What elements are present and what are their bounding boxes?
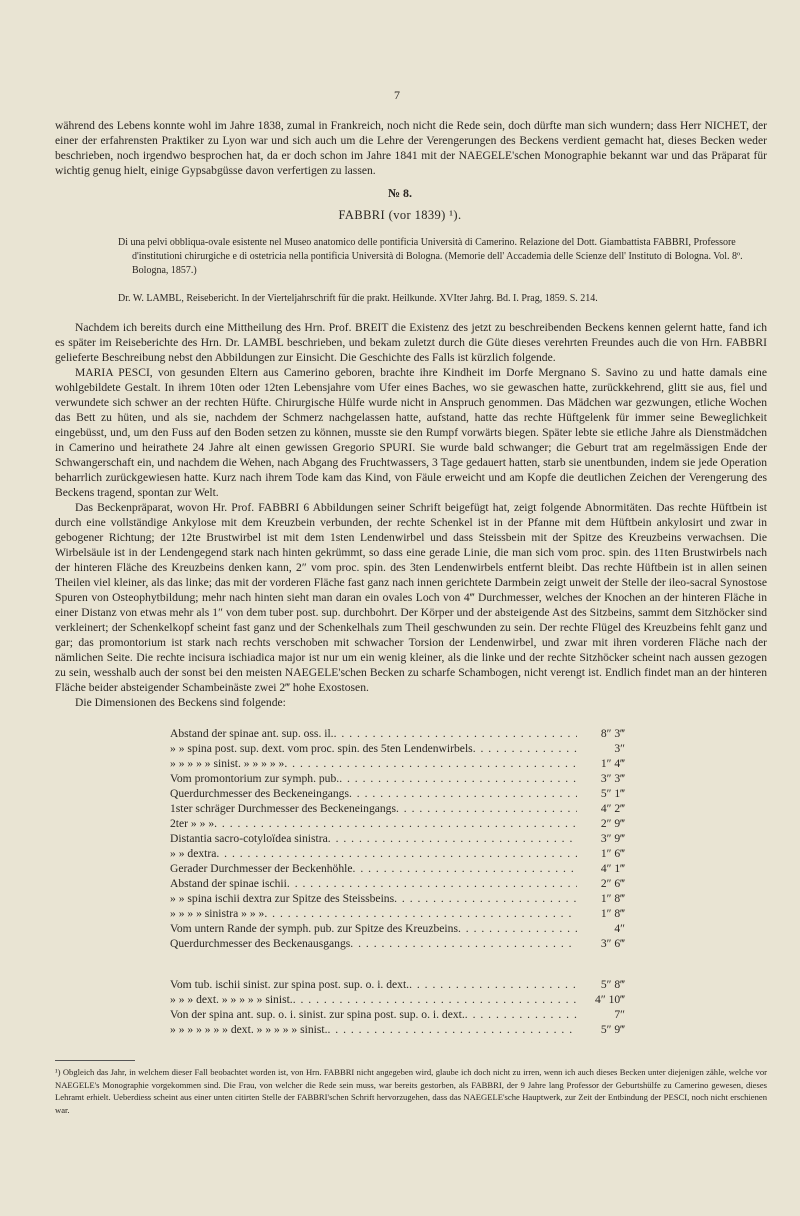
dimension-value: 3″ 9‴ bbox=[600, 832, 625, 845]
dot-leader bbox=[328, 831, 577, 846]
dimension-label: Gerader Durchmesser der Beckenhöhle bbox=[170, 862, 353, 875]
dimension-value: 2″ 6‴ bbox=[600, 877, 625, 890]
dimension-row bbox=[170, 756, 625, 771]
dimension-value: 4″ 1‴ bbox=[600, 862, 625, 875]
dot-leader bbox=[353, 861, 577, 876]
dimension-row bbox=[170, 876, 625, 891]
dimension-label: Abstand der spinae ant. sup. oss. il. bbox=[170, 727, 334, 740]
dot-leader bbox=[465, 1007, 577, 1022]
dot-leader bbox=[409, 977, 577, 992]
dot-leader bbox=[473, 741, 577, 756]
intro-paragraph-block bbox=[55, 118, 767, 178]
dimension-value: 7″ bbox=[614, 1008, 625, 1021]
dot-leader bbox=[287, 876, 577, 891]
dimension-row bbox=[170, 741, 625, 756]
footnote-rule bbox=[55, 1060, 135, 1061]
dot-leader bbox=[349, 786, 577, 801]
dimension-value: 1″ 8‴ bbox=[600, 907, 625, 920]
dimensions-table-2 bbox=[170, 977, 625, 1037]
dimension-row bbox=[170, 1022, 625, 1037]
dimension-label: » » spina ischii dextra zur Spitze des Steissbeins bbox=[170, 892, 395, 905]
dimension-label: » » » » sinistra » » » bbox=[170, 907, 265, 920]
dimension-row bbox=[170, 906, 625, 921]
dimension-value: 5″ 9‴ bbox=[600, 1023, 625, 1036]
dot-leader bbox=[396, 801, 577, 816]
dimension-label: 1ster schräger Durchmesser des Beckeneingangs bbox=[170, 802, 396, 815]
dimension-label: » » » dext. » » » » » sinist. bbox=[170, 993, 293, 1006]
dimension-label: » » » » » sinist. » » » » » bbox=[170, 757, 285, 770]
dimension-label: Vom untern Rande der symph. pub. zur Spitze des Kreuzbeins bbox=[170, 922, 458, 935]
dimensions-table bbox=[170, 726, 625, 951]
dimension-value: 4″ 10‴ bbox=[595, 993, 625, 1006]
dimension-row bbox=[170, 891, 625, 906]
dot-leader bbox=[284, 756, 577, 771]
dot-leader bbox=[264, 906, 577, 921]
dimension-label: Querdurchmesser des Beckeneingangs bbox=[170, 787, 349, 800]
dimension-row bbox=[170, 831, 625, 846]
dot-leader bbox=[293, 992, 577, 1007]
dot-leader bbox=[216, 846, 577, 861]
paragraph-2: MARIA PESCI, von gesunden Eltern aus Camerino geboren, brachte ihre Kindheit im Dorfe Mergnano S. Savino zu und hatte damals eine wohlgebildete Gestalt. In ihrem 10ten oder 12ten Lebensjahre vom Ufer eines Baches, wo sie gewaschen hatte, zurückkehrend, glitt sie aus, fiel und verwundete sich schwer an der rechten Hüfte. Chirurgische Hülfe wurde nicht in Anspruch genommen. Das Mädchen war gezwungen, etliche Wochen das Bett zu hüten, und als sie, nachdem der Schmerz nachgelassen hatte, aufstand, hatte das rechte Hüftgelenk für immer seine Beweglichkeit eingebüsst, und, um den Fuss auf den Boden setzen zu können, musste sie den Rumpf vorwärts biegen. Später lebte sie etliche Jahre als Dienstmädchen in Camerino und heirathete 24 Jahre alt einen gewissen Gregorio SPURI. Sie wurde bald schwanger; die Geburt trat am regelmässigen Ende der Schwangerschaft ein, und nachdem die Wehen, nach Abgang des Fruchtwassers, 3 Tage gedauert hatten, starb sie unentbunden, indem sie jede Operation beharrlich zurückgewiesen hatte. Kurz nach ihrem Tode kam das Kind, von Fäule erweicht und am Kopfe die deutlichen Zeichen der Verengerung des Beckens tragend, spontan zur Welt. bbox=[55, 366, 767, 499]
dimension-label: Distantia sacro-cotyloïdea sinistra bbox=[170, 832, 328, 845]
paragraph-3: Das Beckenpräparat, wovon Hr. Prof. FABBRI 6 Abbildungen seiner Schrift beigefügt hat, zeigt folgende Abnormitäten. Das rechte Hüftbein ist durch eine vollständige Ankylose mit dem Kreuzbein verbunden, der rechte Schenkel ist in der Pfanne mit dem Hüftbein ankylosirt und zwar in gebogener Richtung; der 12te Brustwirbel ist mit dem 1sten Lendenwirbel und dass Steissbein mit der Spitze des Kreuzbeins verwachsen. Die Wirbelsäule ist in der Lendengegend stark nach hinten gekrümmt, so dass eine gerade Linie, die man sich vom proc. spin. des 11ten Brustwirbels nach der hinteren Fläche des Kreuzbeins denken kann, 2″ vom proc. spin. des 3ten Lendenwirbels entfernt bleibt. Das rechte Hüftbein ist in allen seinen Theilen viel kleiner, als das linke; das mit der vorderen Fläche fast ganz nach innen gerichtete Darmbein zeigt unweit der Stelle der ileo-sacral Synostose Spuren von Osteophytbildung; mehr nach hinten sieht man daran ein ovales Loch von 4‴ Durchmesser, welches der Knochen an der hinteren Fläche in einer Distanz von etwas mehr als 1″ von dem tuber post. sup. durchbohrt. Der Körper und der absteigende Ast des Sitzbeins, sammt dem Sitzhöcker sind verkleinert; der Schenkelkopf scheint fast ganz und der Schenkelhals zum Theil geschwunden zu sein. Der rechte Flügel des Kreuzbeins fehlt ganz und gar; das promontorium ist stark nach rechts verschoben mit schwacher Torsion der Lendenwirbel, und zwar mit ihren vorderen Fläche nach der nämlichen Seite. Die rechte incisura ischiadica major ist nur um ein wenig kleiner, als die linke und der rechte Sitzhöcker scheint nach aussen gezogen zu sein, wesshalb auch der sonst bei den meisten NAEGELE'schen Becken zu scharfe Schambogen, nicht verengt ist. Endlich findet man an der hinteren Fläche beider absteigender Schambeinäste zwei 2‴ hohe Exostosen. bbox=[55, 501, 767, 694]
paragraph-1: Nachdem ich bereits durch eine Mittheilung des Hrn. Prof. BREIT die Existenz des jetzt zu beschreibenden Beckens kennen gelernt hatte, fand ich es später im Reiseberichte des Hrn. Dr. LAMBL beschrieben, und bekam zuletzt durch die Güte dieses verehrten Freundes auch die von Hrn. FABBRI gelieferte Beschreibung nebst den Abbildungen zur Einsicht. Die Geschichte des Falls ist kürzlich folgende. bbox=[55, 321, 767, 364]
dimension-label: Vom tub. ischii sinist. zur spina post. sup. o. i. dext. bbox=[170, 978, 410, 991]
reference-text-2: Dr. W. LAMBL, Reisebericht. In der Vierteljahrschrift für die prakt. Heilkunde. XVIter Jahrg. Bd. I. Prag, 1859. S. 214. bbox=[118, 293, 598, 304]
dimension-value: 1″ 8‴ bbox=[600, 892, 625, 905]
dot-leader bbox=[339, 771, 577, 786]
dimension-value: 1″ 4‴ bbox=[600, 757, 625, 770]
dimension-row bbox=[170, 771, 625, 786]
dimension-row bbox=[170, 992, 625, 1007]
dimension-row bbox=[170, 921, 625, 936]
dot-leader bbox=[394, 891, 577, 906]
dimension-value: 8″ 3‴ bbox=[600, 727, 625, 740]
dimension-label: Abstand der spinae ischii bbox=[170, 877, 287, 890]
dimension-label: » » spina post. sup. dext. vom proc. spin. des 5ten Lendenwirbels bbox=[170, 742, 473, 755]
dimension-row bbox=[170, 861, 625, 876]
dot-leader bbox=[334, 726, 577, 741]
dimension-value: 5″ 1‴ bbox=[600, 787, 625, 800]
dimension-value: 5″ 8‴ bbox=[600, 978, 625, 991]
section-number: № 8. bbox=[387, 186, 413, 200]
section-title: FABBRI (vor 1839) ¹). bbox=[338, 208, 462, 222]
dimension-row bbox=[170, 936, 625, 951]
dot-leader bbox=[458, 921, 577, 936]
dimension-value: 4″ bbox=[614, 922, 625, 935]
dimension-value: 1″ 6‴ bbox=[600, 847, 625, 860]
dimension-value: 3″ 3‴ bbox=[600, 772, 625, 785]
dimensions-intro: Die Dimensionen des Beckens sind folgende: bbox=[75, 696, 286, 709]
reference-fabbri bbox=[118, 236, 770, 278]
dimension-row bbox=[170, 801, 625, 816]
dimension-label: Querdurchmesser des Beckenausgangs bbox=[170, 937, 351, 950]
dimension-label: » » dextra bbox=[170, 847, 217, 860]
dot-leader bbox=[350, 936, 577, 951]
dimension-value: 4″ 2‴ bbox=[600, 802, 625, 815]
dimension-row bbox=[170, 977, 625, 992]
dimension-row bbox=[170, 846, 625, 861]
reference-lambl bbox=[118, 292, 770, 306]
dimension-label: Von der spina ant. sup. o. i. sinist. zur spina post. sup. o. i. dext. bbox=[170, 1008, 465, 1021]
dimension-label: Vom promontorium zur symph. pub. bbox=[170, 772, 340, 785]
reference-text-1: Di una pelvi obbliqua-ovale esistente nel Museo anatomico delle pontificia Università di Camerino. Relazione del Dott. Giambattista FABBRI, Professore d'institutioni chirurgiche e di ostetricia nella pontificia Università di Bologna. (Memorie dell' Accademia delle Scienze dell' Instituto di Bologna. Vol. 8º. Bologna, 1857.) bbox=[118, 237, 743, 276]
dimension-label: 2ter » » » bbox=[170, 817, 215, 830]
intro-paragraph: während des Lebens konnte wohl im Jahre 1838, zumal in Frankreich, noch nicht die Rede sein, doch dürfte man sich wundern; dass Herr NICHET, der einer der erfahrensten Praktiker zu Lyon war und sich auch um die Lehre der Verengerungen des Beckens verdient gemacht hat, dieses Becken weder beschrieben, noch irgendwo besprochen hat, da er doch schon im Jahre 1841 mit der NAEGELE'schen Monographie bekannt war und das Präparat für wichtig genug hielt, einige Gypsabgüsse davon verfertigen zu lassen. bbox=[55, 119, 767, 177]
dot-leader bbox=[327, 1022, 577, 1037]
dimension-row bbox=[170, 726, 625, 741]
dot-leader bbox=[214, 816, 577, 831]
dimension-label: » » » » » » » dext. » » » » » sinist. bbox=[170, 1023, 328, 1036]
dimension-value: 3″ bbox=[614, 742, 625, 755]
dimension-row bbox=[170, 786, 625, 801]
dimension-row bbox=[170, 1007, 625, 1022]
body-text bbox=[55, 320, 767, 710]
dimension-row bbox=[170, 816, 625, 831]
dimension-value: 3″ 6‴ bbox=[600, 937, 625, 950]
footnote: ¹) Obgleich das Jahr, in welchem dieser Fall beobachtet worden ist, von Hrn. FABBRI nicht angegeben wird, glaube ich doch nicht zu irren, wenn ich auch dieses Becken unter diejenigen zähle, welche vor NAEGELE's Monographie vorgekommen sind. Die Frau, von welcher die Rede sein muss, war bereits gestorben, als FABBRI, der 9 Jahre lang Professor der Geburtshülfe zu Camerino gewesen, dieses Lehramt erhielt. Ueberdiess scheint aus einer unten citirten Stelle der FABBRI'schen Schrift hervorzugehen, dass das NAEGELE'sche Hauptwerk, zur Zeit der Entbindung der PESCI, noch nicht erschienen war. bbox=[55, 1067, 767, 1115]
dimension-value: 2″ 9‴ bbox=[600, 817, 625, 830]
page-number: 7 bbox=[394, 88, 400, 102]
